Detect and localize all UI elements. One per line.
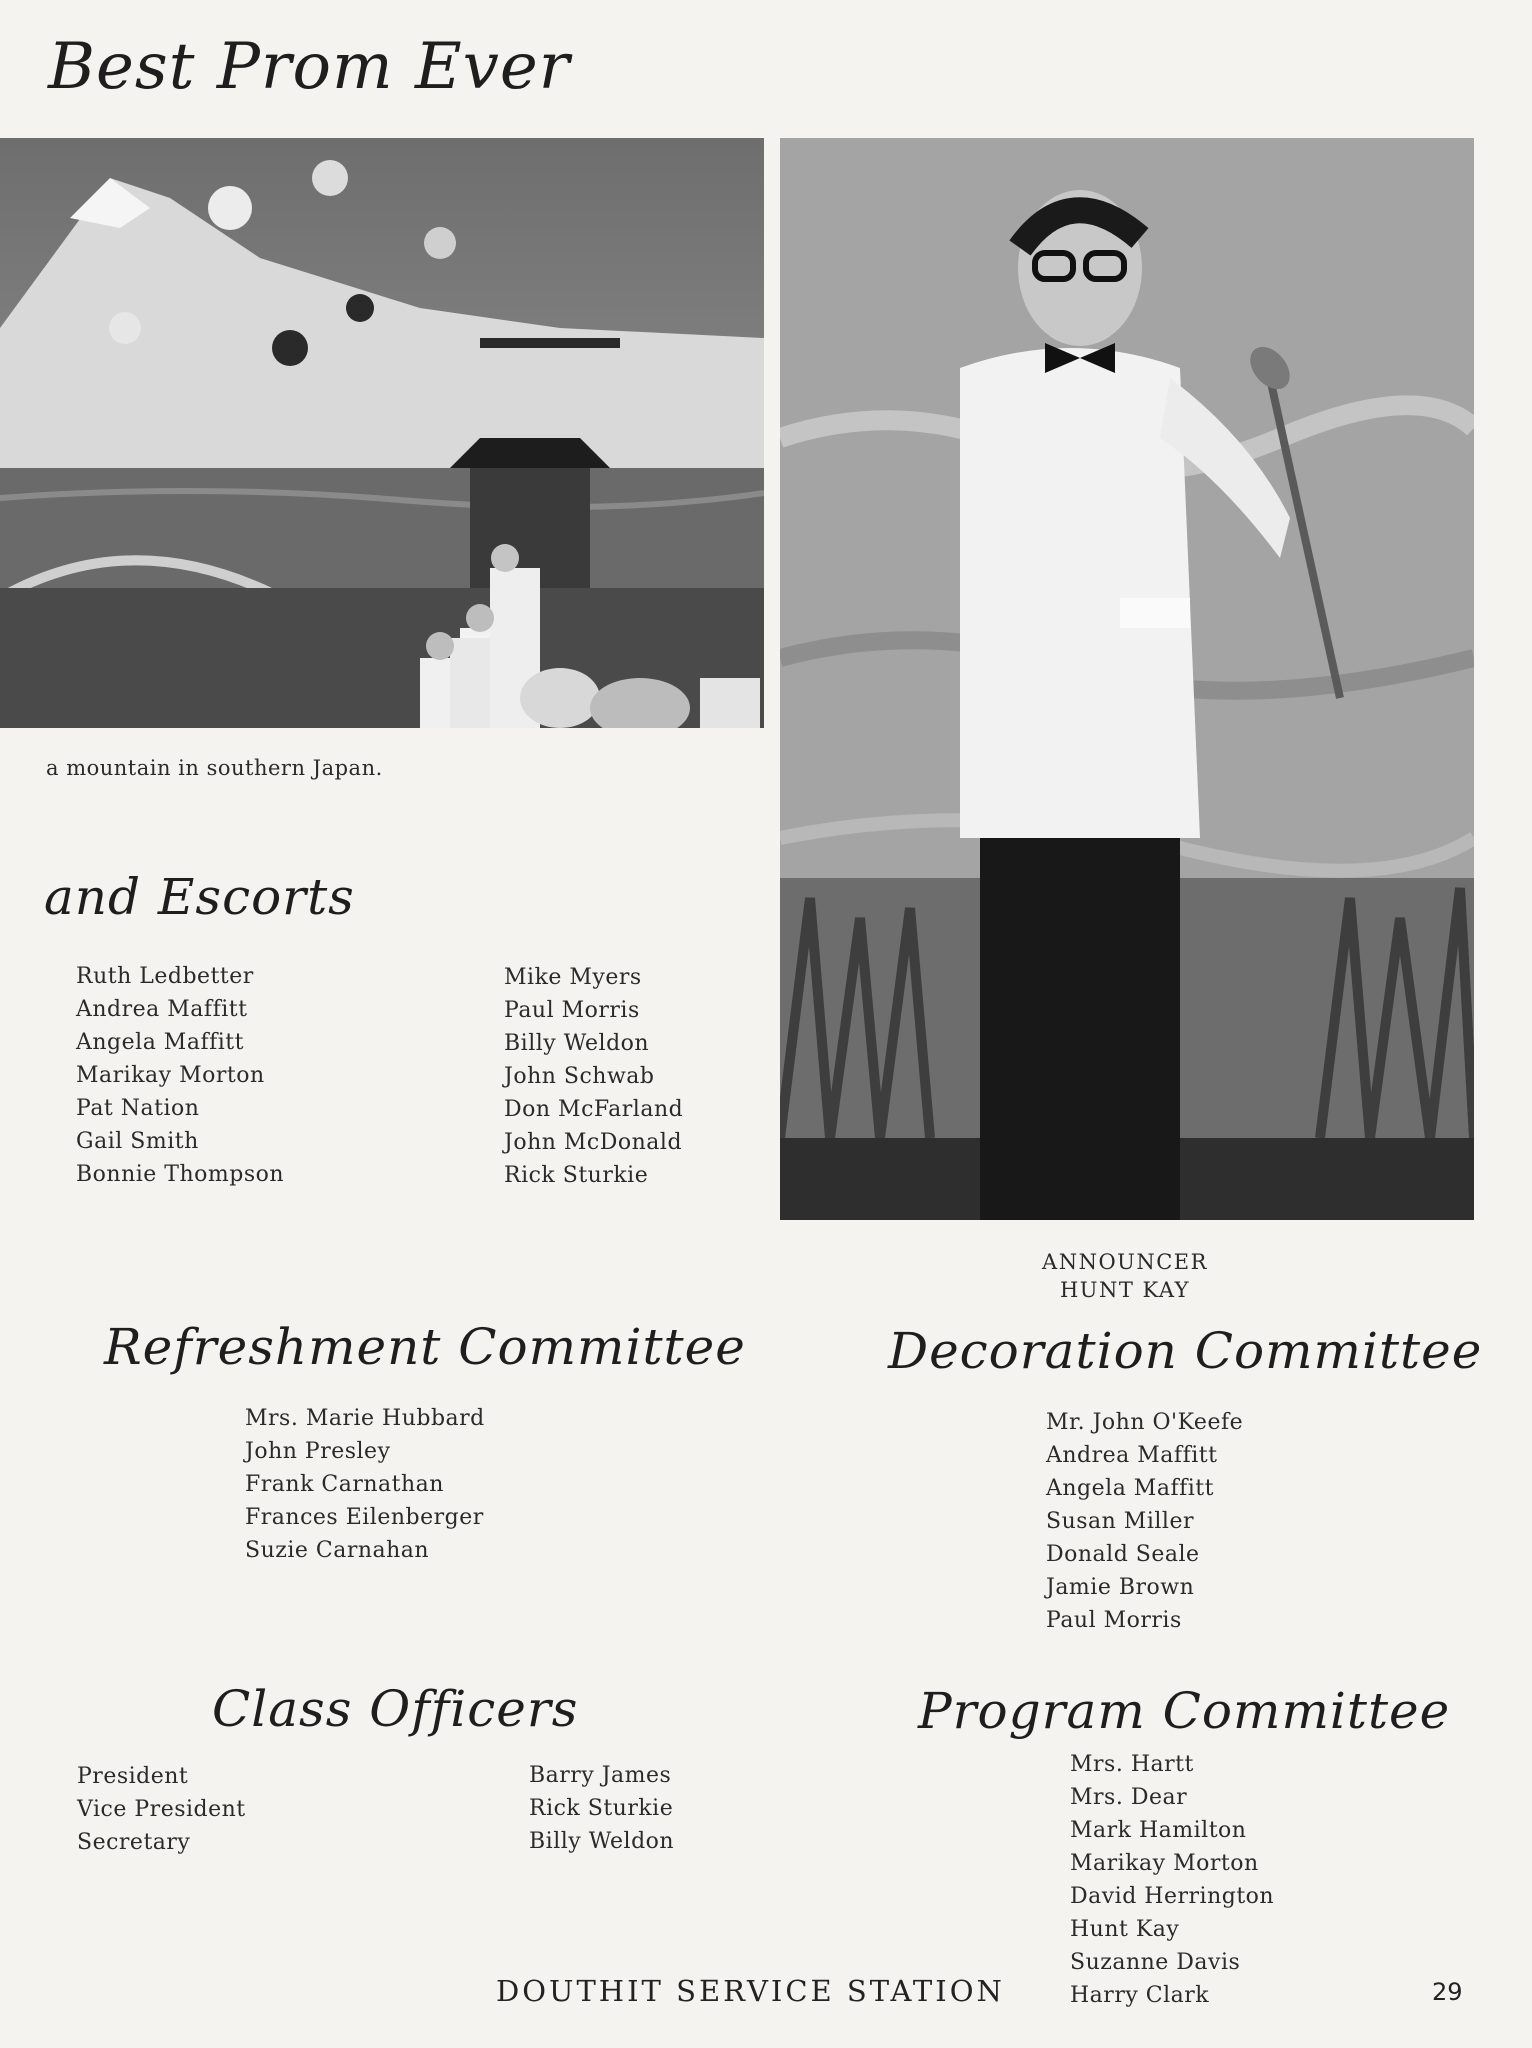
list-item: Barry James — [529, 1763, 672, 1788]
list-item: Secretary — [77, 1830, 191, 1855]
list-item: Marikay Morton — [1070, 1851, 1259, 1876]
list-item: Ruth Ledbetter — [76, 964, 254, 989]
list-item: Paul Morris — [504, 998, 640, 1023]
officer-names — [529, 1759, 674, 1858]
list-item: Billy Weldon — [529, 1829, 675, 1854]
decoration-heading: Decoration Committee — [888, 1322, 1483, 1380]
announcer-photo — [780, 138, 1474, 1220]
list-item: Harry Clark — [1070, 1983, 1210, 2008]
list-item: Rick Sturkie — [504, 1163, 649, 1188]
program-members — [1070, 1748, 1274, 2012]
list-item: Angela Maffitt — [76, 1030, 244, 1055]
page-number: 29 — [1432, 1978, 1463, 2006]
announcer-caption — [1000, 1248, 1250, 1304]
escorts-heading: and Escorts — [44, 868, 355, 926]
list-item: Gail Smith — [76, 1129, 199, 1154]
list-item: Paul Morris — [1046, 1608, 1182, 1633]
list-item: John Presley — [245, 1439, 391, 1464]
list-item: Frances Eilenberger — [245, 1505, 484, 1530]
decoration-members — [1046, 1406, 1243, 1637]
page-title: Best Prom Ever — [48, 30, 571, 104]
escorts-column-1 — [76, 960, 284, 1191]
announcer-illustration — [780, 138, 1474, 1220]
announcer-role: ANNOUNCER — [1042, 1250, 1208, 1274]
program-heading: Program Committee — [918, 1682, 1451, 1740]
list-item: Suzanne Davis — [1070, 1950, 1241, 1975]
list-item: Susan Miller — [1046, 1509, 1194, 1534]
list-item: Angela Maffitt — [1046, 1476, 1214, 1501]
list-item: Mr. John O'Keefe — [1046, 1410, 1244, 1435]
list-item: Don McFarland — [504, 1097, 684, 1122]
list-item: Billy Weldon — [504, 1031, 650, 1056]
list-item: Mike Myers — [504, 965, 642, 990]
list-item: Mrs. Marie Hubbard — [245, 1406, 485, 1431]
list-item: Mrs. Dear — [1070, 1785, 1188, 1810]
list-item: President — [77, 1764, 189, 1789]
officers-heading: Class Officers — [212, 1680, 579, 1738]
list-item: John Schwab — [504, 1064, 655, 1089]
refreshment-heading: Refreshment Committee — [104, 1318, 746, 1376]
officer-titles — [77, 1760, 246, 1859]
list-item: Frank Carnathan — [245, 1472, 444, 1497]
list-item: Donald Seale — [1046, 1542, 1200, 1567]
photo-caption: a mountain in southern Japan. — [46, 756, 383, 780]
list-item: Pat Nation — [76, 1096, 200, 1121]
announcer-name: HUNT KAY — [1059, 1278, 1191, 1302]
list-item: Suzie Carnahan — [245, 1538, 430, 1563]
list-item: Rick Sturkie — [529, 1796, 674, 1821]
escorts-column-2 — [504, 961, 683, 1192]
list-item: Andrea Maffitt — [1046, 1443, 1218, 1468]
list-item: Jamie Brown — [1046, 1575, 1195, 1600]
list-item: Marikay Morton — [76, 1063, 265, 1088]
refreshment-members — [245, 1402, 485, 1567]
list-item: Hunt Kay — [1070, 1917, 1180, 1942]
list-item: Andrea Maffitt — [76, 997, 248, 1022]
list-item: John McDonald — [504, 1130, 683, 1155]
sponsor-footer: DOUTHIT SERVICE STATION — [496, 1974, 1005, 2008]
list-item: Mark Hamilton — [1070, 1818, 1247, 1843]
prom-stage-illustration — [0, 138, 764, 728]
list-item: Bonnie Thompson — [76, 1162, 285, 1187]
list-item: David Herrington — [1070, 1884, 1275, 1909]
list-item: Mrs. Hartt — [1070, 1752, 1194, 1777]
list-item: Vice President — [77, 1797, 246, 1822]
prom-stage-photo — [0, 138, 764, 728]
